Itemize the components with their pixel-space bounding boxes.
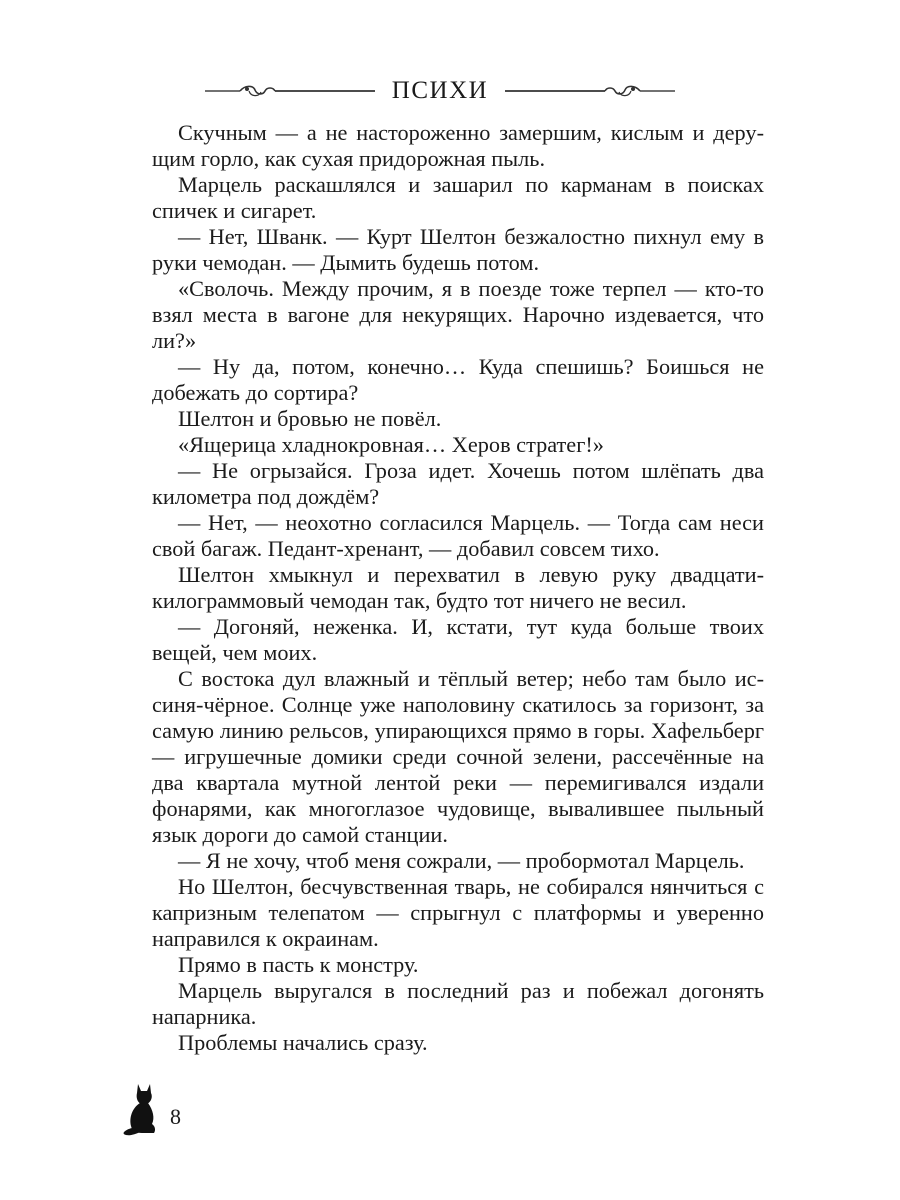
paragraph: — Не огрызайся. Гроза идет. Хочешь потом шлёпать два километра под дождём? bbox=[152, 458, 764, 509]
paragraph: — Догоняй, неженка. И, кстати, тут куда больше твоих вещей, чем моих. bbox=[152, 614, 764, 665]
paragraph: — Я не хочу, чтоб меня сожрали, — пробормотал Марцель. bbox=[178, 848, 745, 873]
paragraph: — Нет, Шванк. — Курт Шелтон безжалостно пихнул ему в руки чемодан. — Дымить будешь потом. bbox=[152, 224, 764, 275]
paragraph: С востока дул влажный и тёплый ветер; небо там было иссиня-чёрное. Солнце уже наполовину скатилось за горизонт, за самую линию рельсов, упирающихся прямо в горы. Хафельберг — игрушечные домики среди сочной зелени, рассечённые на два квартала мутной лентой реки — перемигивался издали фонарями, как многоглазое чудовище, вывалившее пыльный язык дороги до самой станции. bbox=[152, 666, 764, 847]
paragraph: Скучным — а не настороженно замершим, кислым и дерущим горло, как сухая придорожная пыль. bbox=[152, 120, 764, 171]
paragraph: Проблемы начались сразу. bbox=[178, 1030, 428, 1055]
paragraph: Марцель выругался в последний раз и побежал догонять напарника. bbox=[152, 978, 764, 1029]
paragraph: — Ну да, потом, конечно… Куда спешишь? Боишься не добежать до сортира? bbox=[152, 354, 764, 405]
paragraph: Но Шелтон, бесчувственная тварь, не собирался нянчиться с капризным телепатом — спрыгнул с платформы и уверенно направился к окраинам. bbox=[152, 874, 764, 951]
paragraph: — Нет, — неохотно согласился Марцель. — Тогда сам неси свой багаж. Педант-хренант, — добавил совсем тихо. bbox=[152, 510, 764, 561]
running-title: ПСИХИ bbox=[391, 77, 489, 104]
paragraph: Шелтон и бровью не повёл. bbox=[178, 406, 442, 431]
page-number: 8 bbox=[170, 1104, 181, 1129]
paragraph: Шелтон хмыкнул и перехватил в левую руку двадцатикилограммовый чемодан так, будто тот ничего не весил. bbox=[152, 562, 764, 613]
paragraph: «Сволочь. Между прочим, я в поезде тоже терпел — кто-то взял места в вагоне для некурящих. Нарочно издевается, что ли?» bbox=[152, 276, 764, 353]
body-text bbox=[152, 120, 764, 1056]
paragraph: «Ящерица хладнокровная… Херов стратег!» bbox=[178, 432, 604, 457]
running-header bbox=[205, 74, 675, 108]
paragraph: Марцель раскашлялся и зашарил по карманам в поисках спичек и сигарет. bbox=[152, 172, 764, 223]
ornament-right-icon bbox=[505, 80, 675, 102]
cat-icon bbox=[118, 1080, 162, 1136]
paragraph: Прямо в пасть к монстру. bbox=[178, 952, 419, 977]
